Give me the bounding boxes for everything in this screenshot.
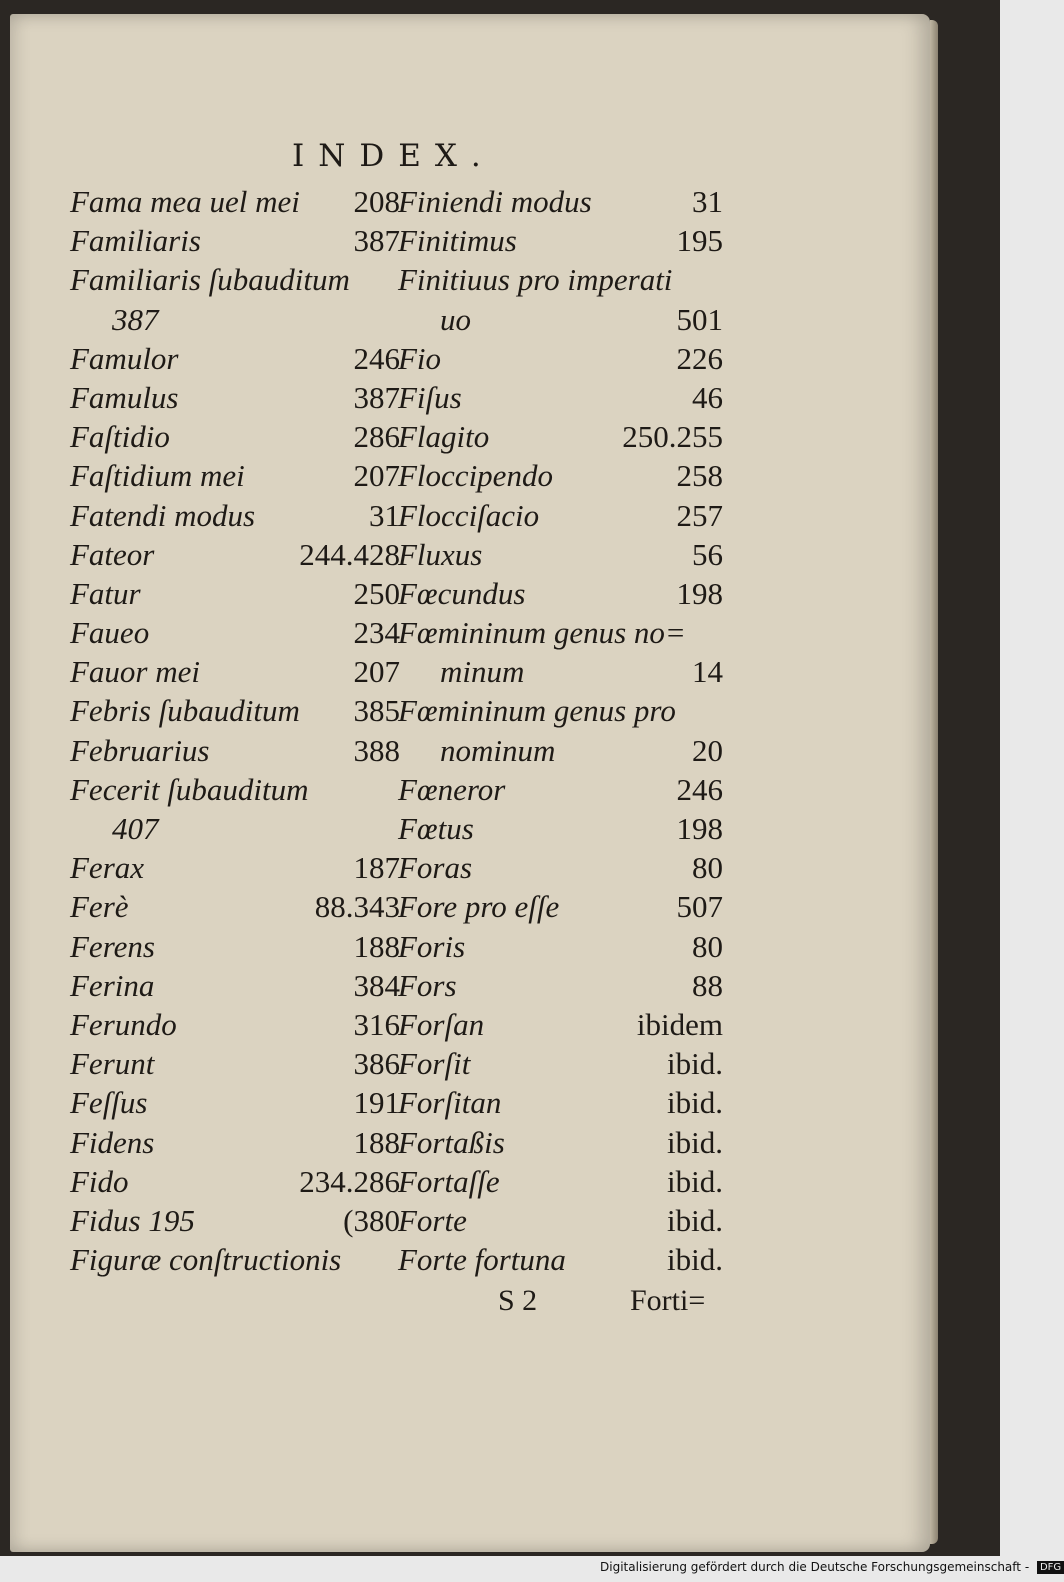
index-entry (398, 1046, 723, 1085)
index-entry (398, 654, 723, 693)
entry-page: 258 (676, 458, 723, 494)
index-entry (70, 889, 400, 928)
entry-page: 80 (692, 928, 723, 964)
index-entry (398, 693, 723, 732)
entry-page: 246 (676, 771, 723, 807)
index-entry (398, 1007, 723, 1046)
entry-page: ibid. (667, 1163, 723, 1199)
index-entry (70, 1007, 400, 1046)
entry-page: 88 (692, 967, 723, 1003)
index-entry (70, 850, 400, 889)
entry-page: 188 (353, 928, 400, 964)
entry-page: 384 (353, 967, 400, 1003)
index-entry (398, 811, 723, 850)
entry-page: 191 (353, 1085, 400, 1121)
entry-term: Fœmininum genus pro (398, 693, 676, 729)
entry-term: Fecerit ſubauditum (70, 771, 309, 807)
entry-term: Forſit (398, 1046, 471, 1082)
entry-term: Fido (70, 1163, 129, 1199)
entry-term: Faſtidium mei (70, 458, 245, 494)
index-entry (70, 458, 400, 497)
entry-term: Forte (398, 1202, 467, 1238)
index-entry (398, 929, 723, 968)
entry-term: Fore pro eſſe (398, 889, 560, 925)
entry-page: 56 (692, 536, 723, 572)
entry-term: Fluxus (398, 536, 483, 572)
entry-page: (380 (343, 1202, 400, 1238)
index-entry (70, 1125, 400, 1164)
entry-page: 198 (676, 575, 723, 611)
index-entry (398, 1242, 723, 1281)
entry-term: Febris ſubauditum (70, 693, 300, 729)
entry-page: 31 (692, 184, 723, 219)
index-entry (70, 262, 400, 301)
entry-page: 14 (692, 654, 723, 690)
index-entry (398, 223, 723, 262)
index-entry (398, 772, 723, 811)
index-entry (398, 537, 723, 576)
entry-page: 187 (353, 850, 400, 886)
entry-term: Floccipendo (398, 458, 553, 494)
entry-term: 387 (112, 301, 159, 337)
index-entry (70, 1046, 400, 1085)
entry-term: Fio (398, 340, 442, 376)
index-entry (70, 419, 400, 458)
index-entry (398, 1125, 723, 1164)
entry-page: 386 (353, 1046, 400, 1082)
entry-term: Fors (398, 967, 457, 1003)
entry-term: Faueo (70, 615, 150, 651)
index-entry (70, 1203, 400, 1242)
index-entry (70, 341, 400, 380)
entry-page: 234 (353, 615, 400, 651)
entry-term: Flocciſacio (398, 497, 540, 533)
entry-page: ibid. (667, 1124, 723, 1160)
entry-term: Fatur (70, 575, 141, 611)
entry-term: Ferundo (70, 1006, 177, 1042)
entry-page: 286 (353, 419, 400, 455)
entry-page: 226 (676, 340, 723, 376)
entry-page: 20 (692, 732, 723, 768)
entry-term: Fiſus (398, 379, 462, 415)
digitization-credit (600, 1560, 1062, 1580)
entry-term: Familiaris ſubauditum (70, 262, 350, 298)
index-entry (398, 302, 723, 341)
entry-term: Fortaßis (398, 1124, 505, 1160)
index-entry (70, 302, 400, 341)
index-entry (398, 850, 723, 889)
index-entry (70, 537, 400, 576)
index-entry (398, 1203, 723, 1242)
entry-term: Finiendi modus (398, 184, 592, 219)
index-entry (398, 380, 723, 419)
index-column-left (70, 184, 400, 1281)
entry-term: Fidens (70, 1124, 155, 1160)
entry-term: Februarius (70, 732, 210, 768)
index-entry (70, 615, 400, 654)
entry-term: uo (440, 301, 471, 337)
index-entry (398, 889, 723, 928)
entry-term: Ferè (70, 889, 129, 925)
entry-term: Ferina (70, 967, 155, 1003)
entry-page: 257 (676, 497, 723, 533)
index-entry (70, 693, 400, 732)
index-entry (398, 498, 723, 537)
index-entry (70, 1242, 400, 1281)
entry-term: Fidus 195 (70, 1202, 195, 1238)
index-entry (398, 458, 723, 497)
entry-page: 234.286 (299, 1163, 400, 1199)
index-entry (398, 1164, 723, 1203)
entry-term: Fauor mei (70, 654, 201, 690)
entry-term: Foris (398, 928, 466, 964)
catchword: Forti= (630, 1284, 706, 1317)
entry-page: 316 (353, 1006, 400, 1042)
entry-page: 188 (353, 1124, 400, 1160)
index-entry (70, 772, 400, 811)
entry-page: 387 (353, 379, 400, 415)
entry-term: minum (440, 654, 525, 690)
entry-page: ibidem (636, 1006, 723, 1042)
index-entry (70, 929, 400, 968)
entry-page: 246 (353, 340, 400, 376)
index-entry (70, 811, 400, 850)
entry-term: Finitiuus pro imperati (398, 262, 673, 298)
index-entry (70, 184, 400, 223)
index-entry (398, 576, 723, 615)
page-header: INDEX. (292, 138, 495, 174)
entry-term: Faſtidio (70, 419, 170, 455)
index-entry (70, 223, 400, 262)
entry-page: 244.428 (299, 536, 400, 572)
entry-page: 501 (676, 301, 723, 337)
entry-term: Ferunt (70, 1046, 155, 1082)
entry-page: 88.343 (314, 889, 400, 925)
entry-page: ibid. (667, 1202, 723, 1238)
index-entry (70, 1085, 400, 1124)
entry-page: ibid. (667, 1242, 723, 1278)
entry-term: Finitimus (398, 223, 517, 259)
entry-page: 207 (353, 458, 400, 494)
index-column-right (398, 184, 723, 1281)
index-entry (398, 1085, 723, 1124)
entry-term: Fortaſſe (398, 1163, 500, 1199)
entry-term: Fatendi modus (70, 497, 256, 533)
dfg-logo: DFG (1037, 1561, 1064, 1574)
index-entry (398, 341, 723, 380)
index-entry (398, 419, 723, 458)
entry-term: Forſan (398, 1006, 485, 1042)
index-entry (70, 498, 400, 537)
entry-term: Figuræ conſtructionis (70, 1242, 342, 1278)
entry-term: Fœneror (398, 771, 506, 807)
entry-page: 250 (353, 575, 400, 611)
book-page (10, 14, 930, 1552)
entry-page: 46 (692, 379, 723, 415)
entry-term: Fœtus (398, 811, 474, 846)
entry-page: 388 (353, 732, 400, 768)
index-entry (70, 733, 400, 772)
entry-page: 208 (353, 184, 400, 219)
index-entry (70, 576, 400, 615)
entry-page: 31 (369, 497, 400, 533)
entry-page: 250.255 (622, 419, 723, 455)
entry-term: Fateor (70, 536, 155, 572)
entry-term: Familiaris (70, 223, 201, 259)
entry-page: ibid. (667, 1085, 723, 1121)
entry-page: 195 (676, 223, 723, 259)
index-entry (398, 184, 723, 223)
entry-term: Flagito (398, 419, 490, 455)
entry-term: Forte fortuna (398, 1242, 566, 1278)
entry-term: Ferax (70, 850, 145, 886)
index-entry (398, 968, 723, 1007)
entry-page: 198 (676, 811, 723, 846)
entry-page: 80 (692, 850, 723, 886)
entry-term: Famulor (70, 340, 179, 376)
entry-page: 507 (676, 889, 723, 925)
entry-page: ibid. (667, 1046, 723, 1082)
entry-term: Ferens (70, 928, 155, 964)
index-entry (70, 654, 400, 693)
index-entry (70, 1164, 400, 1203)
entry-term: 407 (112, 811, 159, 846)
entry-page: 387 (353, 223, 400, 259)
entry-term: Forſitan (398, 1085, 502, 1121)
credit-text: Digitalisierung gefördert durch die Deutsche Forschungsgemeinschaft - (600, 1560, 1030, 1574)
index-entry (398, 733, 723, 772)
signature-mark: S 2 (498, 1284, 538, 1317)
index-entry (398, 262, 723, 301)
entry-term: Fœmininum genus no= (398, 615, 686, 651)
entry-term: Fama mea uel mei (70, 184, 300, 219)
entry-term: Feſſus (70, 1085, 148, 1121)
entry-page: 207 (353, 654, 400, 690)
entry-term: nominum (440, 732, 556, 768)
index-entry (70, 968, 400, 1007)
index-entry (70, 380, 400, 419)
entry-term: Fœcundus (398, 575, 526, 611)
index-entry (398, 615, 723, 654)
entry-term: Foras (398, 850, 473, 886)
entry-term: Famulus (70, 379, 179, 415)
entry-page: 385 (353, 693, 400, 729)
